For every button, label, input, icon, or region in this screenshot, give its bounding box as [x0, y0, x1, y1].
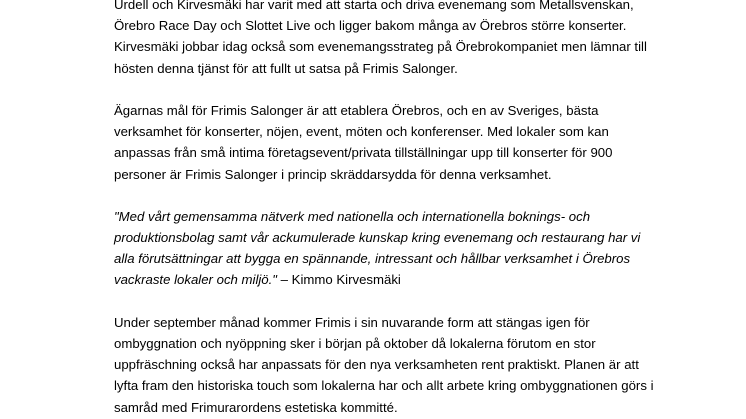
text-line: verksamhet för konserter, nöjen, event, möten och konferenser. Med lokaler som kan — [114, 124, 609, 140]
paragraph-quote — [114, 206, 734, 291]
text-line: anpassas från små intima företagsevent/privata tillställningar upp till konserter för 900 — [114, 145, 613, 161]
quote-line: produktionsbolag samt vår ackumulerade kunskap kring evenemang och restaurang har vi — [114, 230, 641, 246]
text-line: Örebro Race Day och Slottet Live och ligger bakom många av Örebros större konserter. — [114, 18, 627, 34]
text-line: Ägarnas mål för Frimis Salonger är att etablera Örebros, och en av Sveriges, bästa — [114, 102, 599, 118]
text-line: Under september månad kommer Frimis i sin nuvarande form att stängas igen för — [114, 314, 590, 330]
text-line: samråd med Frimurarordens estetiska kommitté. — [114, 399, 398, 415]
text-line: personer är Frimis Salonger i princip skräddarsydda för denna verksamhet. — [114, 166, 552, 182]
quote-attribution: – Kimmo Kirvesmäki — [277, 272, 401, 288]
paragraph-renovation — [114, 312, 734, 418]
paragraph-spacer — [114, 185, 734, 206]
document-page — [114, 0, 734, 418]
text-line: uppfräschning också har anpassats för den nya verksamheten rent praktiskt. Planen är att — [114, 357, 639, 373]
text-line: Urdell och Kirvesmäki har varit med att starta och driva evenemang som Metallsvenskan, — [114, 0, 634, 12]
paragraph-spacer — [114, 79, 734, 100]
paragraph-spacer — [114, 291, 734, 312]
text-line: Kirvesmäki jobbar idag också som evenemangsstrateg på Örebrokompaniet men lämnar till — [114, 39, 647, 55]
paragraph-goal — [114, 100, 734, 185]
text-line: ombyggnation och nyöppning sker i början på oktober då lokalerna förutom en stor — [114, 336, 596, 351]
quote-line: vackraste lokaler och miljö." – Kimmo Kirvesmäki — [114, 272, 401, 288]
text-line: lyfta fram den historiska touch som lokalerna har och allt arbete kring ombyggnationen görs i — [114, 378, 654, 394]
quote-line: alla förutsättningar att bygga en spännande, intressant och hållbar verksamhet i Örebros — [114, 251, 631, 267]
quote-line: "Med vårt gemensamma nätverk med nationella och internationella boknings- och — [114, 208, 591, 224]
text-line: hösten denna tjänst för att fullt ut satsa på Frimis Salonger. — [114, 60, 458, 76]
paragraph-intro — [114, 0, 734, 79]
